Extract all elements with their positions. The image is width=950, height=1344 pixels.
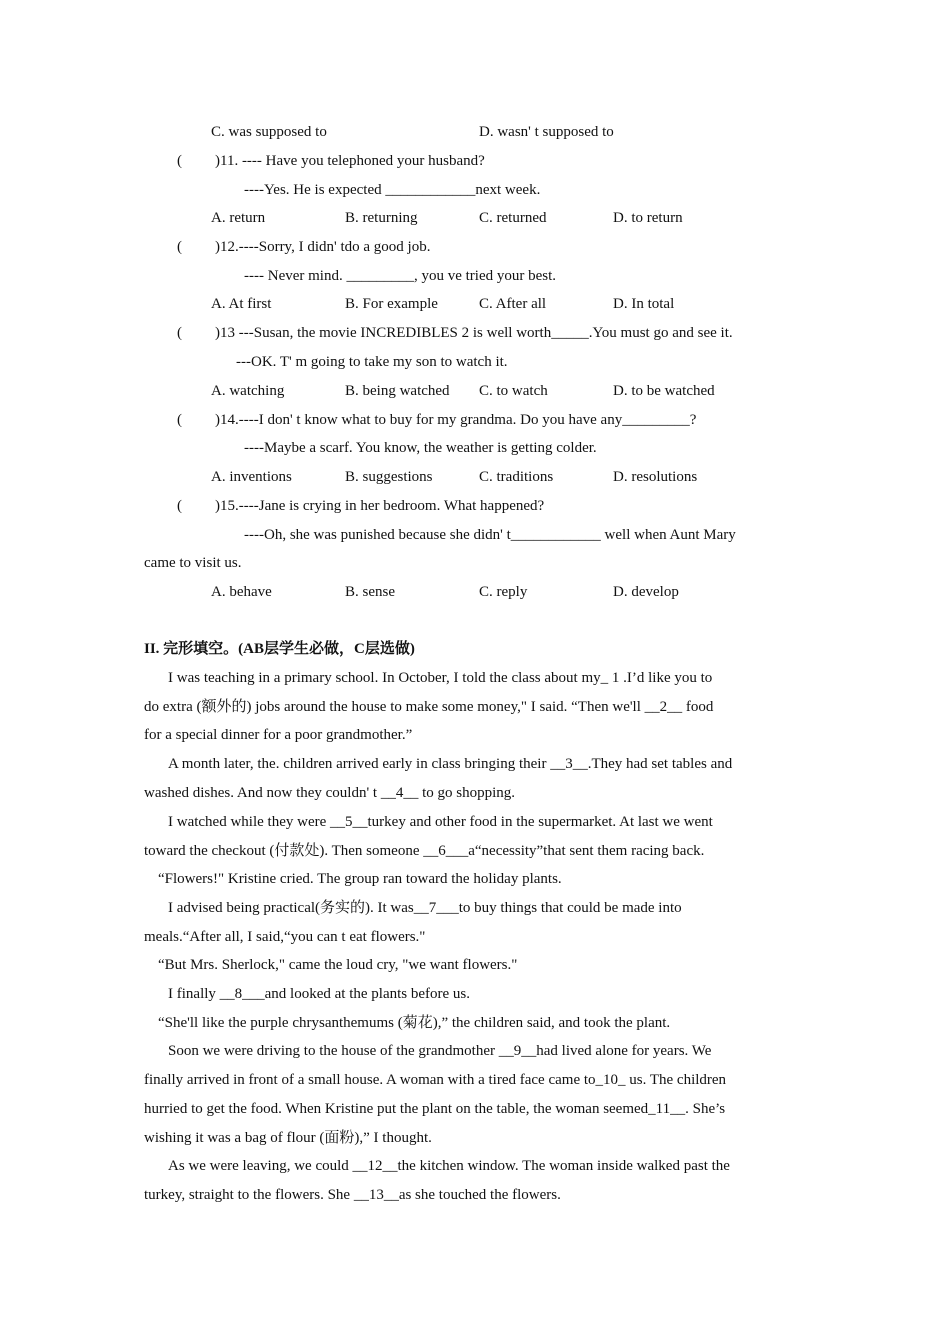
- question-11-reply: ----Yes. He is expected ____________next week.: [244, 182, 541, 198]
- passage-line: washed dishes. And now they couldn' t __4__ to go shopping.: [144, 785, 516, 801]
- question-14-stem: )14.----I don' t know what to buy for my grandma. Do you have any_________?: [215, 412, 697, 428]
- option-b: B. sense: [345, 584, 395, 600]
- option-a: A. watching: [211, 383, 285, 399]
- option-d: D. to be watched: [613, 383, 715, 399]
- option-a: A. inventions: [211, 469, 292, 485]
- option-c: C. reply: [479, 584, 528, 600]
- question-12-reply: ---- Never mind. _________, you ve tried your best.: [244, 268, 557, 284]
- passage-line: for a special dinner for a poor grandmother.”: [144, 727, 413, 743]
- passage-line: A month later, the. children arrived early in class bringing their __3__.They had set tables and: [168, 756, 733, 772]
- option-d: D. to return: [613, 210, 683, 226]
- passage-line: “But Mrs. Sherlock," came the loud cry, "we want flowers.": [158, 957, 518, 973]
- answer-paren: (: [177, 325, 182, 341]
- option-b: B. For example: [345, 296, 438, 312]
- passage-line: meals.“After all, I said,“you can t eat flowers.": [144, 929, 426, 945]
- option-c: C. to watch: [479, 383, 548, 399]
- option-a: A. return: [211, 210, 266, 226]
- passage-line: “Flowers!" Kristine cried. The group ran toward the holiday plants.: [158, 871, 562, 887]
- question-15-stem: )15.----Jane is crying in her bedroom. What happened?: [215, 498, 545, 514]
- option-d: D. In total: [613, 296, 675, 312]
- option-a: A. behave: [211, 584, 272, 600]
- question-12-stem: )12.----Sorry, I didn' tdo a good job.: [215, 239, 431, 255]
- question-15-reply-cont: came to visit us.: [144, 555, 242, 571]
- option-a: A. At first: [211, 296, 272, 312]
- question-11-stem: )11. ---- Have you telephoned your husband?: [215, 153, 485, 169]
- answer-paren: (: [177, 498, 182, 514]
- passage-line: As we were leaving, we could __12__the kitchen window. The woman inside walked past the: [168, 1158, 730, 1174]
- question-14-reply: ----Maybe a scarf. You know, the weather is getting colder.: [244, 440, 597, 456]
- option-d: D. develop: [613, 584, 679, 600]
- question-13-stem: )13 ---Susan, the movie INCREDIBLES 2 is well worth_____.You must go and see it.: [215, 325, 733, 341]
- option-b: B. returning: [345, 210, 418, 226]
- option-c: C. returned: [479, 210, 547, 226]
- option-c: C. traditions: [479, 469, 554, 485]
- passage-line: Soon we were driving to the house of the grandmother __9__had lived alone for years. We: [168, 1043, 712, 1059]
- section-heading: II. 完形填空。(AB层学生必做，C层选做): [144, 641, 415, 657]
- passage-line: I finally __8___and looked at the plants before us.: [168, 986, 471, 1002]
- passage-line: I was teaching in a primary school. In October, I told the class about my_ 1 .I’d like you to: [168, 670, 713, 686]
- passage-line: hurried to get the food. When Kristine put the plant on the table, the woman seemed_11__. She’s: [144, 1101, 726, 1117]
- option-d: D. wasn' t supposed to: [479, 124, 614, 140]
- passage-line: do extra (额外的) jobs around the house to make some money," I said. “Then we'll __2__ food: [144, 699, 714, 715]
- question-15-reply: ----Oh, she was punished because she didn' t____________ well when Aunt Mary: [244, 527, 736, 543]
- passage-line: turkey, straight to the flowers. She __13__as she touched the flowers.: [144, 1187, 561, 1203]
- answer-paren: (: [177, 412, 182, 428]
- passage-line: I watched while they were __5__turkey and other food in the supermarket. At last we went: [168, 814, 713, 830]
- option-d: D. resolutions: [613, 469, 698, 485]
- passage-line: finally arrived in front of a small house. A woman with a tired face came to_10_ us. The children: [144, 1072, 727, 1088]
- question-13-reply: ---OK. T' m going to take my son to watch it.: [236, 354, 508, 370]
- option-b: B. being watched: [345, 383, 450, 399]
- answer-paren: (: [177, 239, 182, 255]
- passage-line: “She'll like the purple chrysanthemums (菊花),” the children said, and took the plant.: [158, 1015, 671, 1031]
- passage-line: wishing it was a bag of flour (面粉),” I thought.: [144, 1130, 432, 1146]
- option-b: B. suggestions: [345, 469, 433, 485]
- option-c: C. After all: [479, 296, 547, 312]
- passage-line: toward the checkout (付款处). Then someone __6___a“necessity”that sent them racing back.: [144, 843, 705, 859]
- passage-line: I advised being practical(务实的). It was__7___to buy things that could be made into: [168, 900, 682, 916]
- answer-paren: (: [177, 153, 182, 169]
- option-c: C. was supposed to: [211, 124, 327, 140]
